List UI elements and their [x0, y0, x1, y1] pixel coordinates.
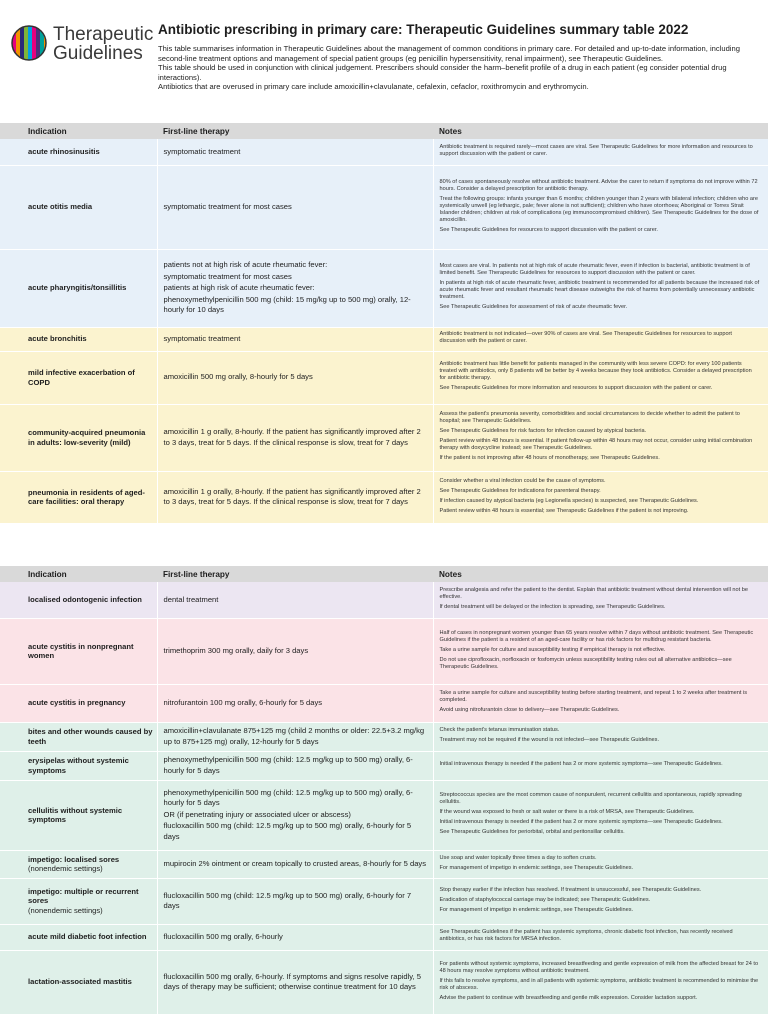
intro-text: [158, 44, 748, 92]
therapy-cell: [157, 850, 433, 878]
indication-cell: [0, 404, 157, 471]
notes-cell: [433, 684, 768, 722]
note-text: 80% of cases spontaneously resolve without antibiotic treatment. Advise the carer to return if symptoms do not improve within 72 hours. Consider a delayed prescription for antibiotic therapy.: [439, 178, 758, 192]
indication-label: acute bronchitis: [28, 334, 87, 344]
indication-label: localised odontogenic infection: [28, 595, 142, 604]
note-text: See Therapeutic Guidelines for more information and resources to support discussion with the patient or carer.: [439, 385, 713, 391]
note-text: Consider whether a viral infection could be the cause of symptoms.: [439, 477, 606, 484]
indication-cell: [0, 950, 157, 1014]
table-row: [0, 850, 768, 878]
therapy-cell: [157, 471, 433, 523]
therapy-cell: [157, 351, 433, 404]
header-notes: Notes: [433, 566, 768, 582]
indication-label: acute cystitis in nonpregnant women: [28, 641, 134, 660]
note-text: Initial intravenous therapy is needed if the patient has 2 or more systemic symptoms—see Therapeutic Guidelines.: [439, 761, 723, 767]
table-row: [0, 404, 768, 471]
therapy-text: patients at high risk of acute rheumatic fever:: [163, 283, 315, 293]
therapy-text: symptomatic treatment: [163, 333, 241, 343]
indication-cell: [0, 139, 157, 165]
table-row: [0, 618, 768, 684]
logo-line-1: Therapeutic: [53, 24, 154, 45]
note-text: See Therapeutic Guidelines if the patient has systemic symptoms, chronic diabetic foot infection, has recently received antibiotics, or has risk factors for MRSA infection.: [439, 929, 733, 942]
notes-cell: [433, 950, 768, 1014]
therapy-cell: [157, 327, 433, 351]
page-title: Antibiotic prescribing in primary care: Therapeutic Guidelines summary table 2022: [158, 22, 689, 37]
therapy-cell: [157, 165, 433, 249]
notes-cell: [433, 878, 768, 924]
notes-cell: [433, 722, 768, 751]
intro-paragraph-2: This table should be used in conjunction with clinical judgement. Prescribers should consider the harm–benefit profile of a drug in each patient (eg consider potential drug interactions).: [158, 63, 727, 82]
therapy-cell: [157, 404, 433, 471]
table-row: [0, 249, 768, 327]
note-text: For patients without systemic symptoms, increased breastfeeding and gentle expression of milk from the affected breast for 24 to 48 hours may resolve symptoms without antibiotic treatment.: [439, 960, 759, 974]
note-text: See Therapeutic Guidelines for resources to support discussion with the patient or carer.: [439, 226, 658, 233]
note-text: Initial intravenous therapy is needed if the patient has 2 or more systemic symptoms—see Therapeutic Guidelines.: [439, 819, 723, 825]
indication-cell: [0, 722, 157, 751]
indication-cell: [0, 582, 157, 618]
notes-cell: [433, 249, 768, 327]
logo-line-2: Guidelines: [53, 43, 143, 64]
note-text: Patient review within 48 hours is essential; see Therapeutic Guidelines if the patient is not improving.: [439, 507, 689, 514]
indication-cell: [0, 249, 157, 327]
logo-stripes-icon: [10, 24, 48, 62]
note-text: Antibiotic treatment is required rarely—most cases are viral. See Therapeutic Guidelines for more information and resources to support discussion with the patient or carer.: [439, 143, 753, 157]
table-header-row: [0, 566, 768, 582]
note-text: If dental treatment will be delayed or the infection is spreading, see Therapeutic Guidelines.: [439, 603, 666, 610]
indication-cell: [0, 351, 157, 404]
header-indication: Indication: [0, 566, 157, 582]
indication-label: acute rhinosinusitis: [28, 147, 100, 156]
therapy-text: phenoxymethylpenicillin 500 mg (child: 15 mg/kg up to 500 mg) orally, 12-hourly for 10 days: [163, 294, 411, 315]
note-text: Prescribe analgesia and refer the patient to the dentist. Explain that antibiotic treatment without dental intervention will not be effective.: [439, 586, 748, 600]
note-text: If the patient is not improving after 48 hours of monotherapy, see Therapeutic Guidelines.: [439, 455, 660, 461]
therapy-text: phenoxymethylpenicillin 500 mg (child: 12.5 mg/kg up to 500 mg) orally, 6-hourly for 5 days: [163, 755, 413, 775]
therapy-text: patients not at high risk of acute rheumatic fever:: [163, 260, 328, 270]
therapy-text: OR (if penetrating injury or associated ulcer or abscess): [163, 809, 351, 819]
note-text: See Therapeutic Guidelines for assessment of risk of acute rheumatic fever.: [439, 304, 628, 310]
therapy-cell: [157, 582, 433, 618]
table-row: [0, 751, 768, 780]
note-text: Stop therapy earlier if the infection has resolved. If treatment is unsuccessful, see Therapeutic Guidelines.: [439, 886, 702, 893]
table-row: [0, 950, 768, 1014]
note-text: See Therapeutic Guidelines for indications for parenteral therapy.: [439, 487, 601, 494]
table-row: [0, 471, 768, 523]
indication-cell: [0, 165, 157, 249]
indication-label: community-acquired pneumonia in adults: low-severity (mild): [28, 428, 146, 447]
therapy-cell: [157, 924, 433, 950]
indication-cell: [0, 751, 157, 780]
therapy-cell: [157, 684, 433, 722]
notes-cell: [433, 327, 768, 351]
note-text: Patient review within 48 hours is essential. If patient follow-up within 48 hours may not occur, consider using initial combination therapy with doxycycline instead; see Therapeutic Guidelines.: [439, 438, 753, 451]
note-text: Antibiotic treatment has little benefit for patients managed in the community with less severe COPD: for every 100 patients treated with antibiotics, only 8 patients will be better by 4 weeks because they took antibiotics. Consider a delayed prescription for antibiotic therapy.: [439, 361, 752, 381]
therapy-text: trimethoprim 300 mg orally, daily for 3 days: [163, 645, 309, 655]
table-row: [0, 351, 768, 404]
notes-cell: [433, 582, 768, 618]
note-text: Check the patient's tetanus immunisation status.: [439, 727, 560, 733]
therapy-text: amoxicillin 1 g orally, 8-hourly. If the patient has significantly improved after 2 to 3 days, treat for 5 days. If the clinical response is slow, treat for 7 days: [163, 427, 421, 447]
note-text: For management of impetigo in endemic settings, see Therapeutic Guidelines.: [439, 906, 634, 913]
therapy-cell: [157, 249, 433, 327]
intro-paragraph-1: This table summarises information in Therapeutic Guidelines about the management of common conditions in primary care. For detailed and up-to-date information, including second-line treatment options and management of special patient groups (eg penicillin hypersensitivity, renal impairment), see Therapeutic Guidelines.: [158, 44, 740, 63]
table-row: [0, 327, 768, 351]
table-row: [0, 878, 768, 924]
logo-text: [53, 25, 153, 63]
therapy-cell: [157, 618, 433, 684]
indication-cell: [0, 924, 157, 950]
notes-cell: [433, 618, 768, 684]
therapy-text: symptomatic treatment: [163, 146, 241, 156]
therapy-text: flucloxacillin 500 mg (child: 12.5 mg/kg up to 500 mg) orally, 6-hourly for 5 days: [163, 821, 412, 841]
indication-label: lactation-associated mastitis: [28, 977, 132, 987]
note-text: Treat the following groups: infants younger than 6 months; children younger than 2 years with bilateral infection; children who are systemically unwell (eg lethargic, pale; fever alone is not sufficient); children who have otorrhoea; Aboriginal or Torres Strait Islander children; children at risk of complications (eg immunocompromised children). See Therapeutic Guidelines for the dose of amoxicillin.: [439, 195, 759, 223]
indication-label: acute pharyngitis/tonsillitis: [28, 283, 127, 293]
note-text: If this fails to resolve symptoms, and in all patients with systemic symptoms, antibiotic treatment is recommended to minimise the risk of abscess.: [439, 977, 759, 991]
note-text: Assess the patient's pneumonia severity, comorbidities and social circumstances to decide whether to admit the patient to hospital; see Therapeutic Guidelines.: [439, 411, 740, 424]
table-row: [0, 165, 768, 249]
indication-label: mild infective exacerbation of COPD: [28, 368, 135, 387]
indication-label: pneumonia in residents of aged-care facilities: oral therapy: [28, 487, 145, 506]
therapy-cell: [157, 751, 433, 780]
therapy-text: symptomatic treatment for most cases: [163, 271, 292, 281]
indication-label: acute mild diabetic foot infection: [28, 932, 147, 942]
note-text: Do not use ciprofloxacin, norfloxacin or fosfomycin unless susceptibility testing rules out all alternative antibiotics—see Therapeutic Guidelines.: [439, 656, 732, 670]
indication-cell: [0, 618, 157, 684]
therapy-cell: [157, 950, 433, 1014]
indication-cell: [0, 850, 157, 878]
notes-cell: [433, 351, 768, 404]
header-indication: Indication: [0, 123, 157, 139]
header-notes: Notes: [433, 123, 768, 139]
note-text: Half of cases in nonpregnant women younger than 65 years resolve within 7 days without antibiotic treatment. See Therapeutic Guidelines if the patient is a resident of an aged-care facility or has risk factors for multidrug resistant bacteria.: [439, 629, 754, 643]
therapy-text: amoxicillin 500 mg orally, 8-hourly for 5 days: [163, 372, 313, 382]
therapy-cell: [157, 878, 433, 924]
table-row: [0, 780, 768, 850]
table-header-row: [0, 123, 768, 139]
notes-cell: [433, 924, 768, 950]
notes-cell: [433, 139, 768, 165]
note-text: Take a urine sample for culture and susceptibility testing if empirical therapy is not effective.: [439, 646, 666, 653]
note-text: If infection caused by atypical bacteria (eg Legionella species) is suspected, see Therapeutic Guidelines.: [439, 497, 699, 504]
table-row: [0, 684, 768, 722]
notes-cell: [433, 165, 768, 249]
indication-cell: [0, 327, 157, 351]
table-row: [0, 582, 768, 618]
therapy-text: flucloxacillin 500 mg orally, 6-hourly. If symptoms and signs resolve rapidly, 5 days of therapy may be sufficient; otherwise continue treatment for 10 days: [163, 971, 421, 991]
note-text: Antibiotic treatment is not indicated—over 90% of cases are viral. See Therapeutic Guidelines for resources to support discussion with the patient or carer.: [439, 331, 732, 344]
indication-label: acute otitis media: [28, 202, 93, 212]
indication-cell: [0, 684, 157, 722]
therapy-text: dental treatment: [163, 594, 219, 604]
header-therapy: First-line therapy: [157, 566, 433, 582]
note-text: For management of impetigo in endemic settings, see Therapeutic Guidelines.: [439, 864, 634, 871]
therapy-cell: [157, 722, 433, 751]
notes-cell: [433, 404, 768, 471]
indication-cell: [0, 780, 157, 850]
note-text: Take a urine sample for culture and susceptibility testing before starting treatment, and repeat 1 to 2 weeks after treatment is completed.: [439, 690, 748, 703]
header-therapy: First-line therapy: [157, 123, 433, 139]
therapy-text: phenoxymethylpenicillin 500 mg (child: 12.5 mg/kg up to 500 mg) orally, 6-hourly for 5 days: [163, 787, 413, 808]
therapy-text: nitrofurantoin 100 mg orally, 6-hourly for 5 days: [163, 697, 323, 707]
summary-table-respiratory: [0, 123, 768, 524]
indication-sublabel: (nonendemic settings): [28, 905, 103, 915]
therapy-text: mupirocin 2% ointment or cream topically to crusted areas, 8-hourly for 5 days: [163, 858, 427, 868]
note-text: In patients at high risk of acute rheumatic fever, antibiotic treatment is recommended for all patients because the increased risk of acute rheumatic fever and resultant rheumatic heart disease outweighs the risk of harms from potentially unnecessary antibiotic treatment.: [439, 280, 760, 300]
indication-sublabel: (nonendemic settings): [28, 864, 103, 873]
document-header: [0, 0, 768, 120]
therapy-text: amoxicillin+clavulanate 875+125 mg (child 2 months or older: 22.5+3.2 mg/kg up to 875+125 mg) orally, 12-hourly for 5 days: [163, 726, 425, 746]
notes-cell: [433, 780, 768, 850]
indication-label: cellulitis without systemic symptoms: [28, 805, 123, 824]
therapy-text: flucloxacillin 500 mg (child: 12.5 mg/kg up to 500 mg) orally, 6-hourly for 7 days: [163, 890, 412, 910]
indication-cell: [0, 878, 157, 924]
notes-cell: [433, 471, 768, 523]
therapeutic-guidelines-logo: [10, 24, 154, 64]
indication-label: bites and other wounds caused by teeth: [28, 727, 153, 746]
table-row: [0, 722, 768, 751]
therapy-text: flucloxacillin 500 mg orally, 6-hourly: [163, 931, 283, 941]
indication-label: impetigo: multiple or recurrent sores: [28, 886, 139, 906]
note-text: Use soap and water topically three times a day to soften crusts.: [439, 854, 597, 861]
note-text: Treatment may not be required if the wound is not infected—see Therapeutic Guidelines.: [439, 737, 660, 743]
note-text: Most cases are viral. In patients not at high risk of acute rheumatic fever, even if infection is bacterial, antibiotic treatment is of limited benefit. See Therapeutic Guidelines for resources to support discussion with the patient or carer.: [439, 263, 750, 276]
therapy-cell: [157, 780, 433, 850]
therapy-cell: [157, 139, 433, 165]
note-text: Avoid using nitrofurantoin close to delivery—see Therapeutic Guidelines.: [439, 707, 620, 713]
note-text: Streptococcus species are the most common cause of nonpurulent, recurrent cellulitis and spontaneous, rapidly spreading cellulitis.: [439, 792, 742, 805]
table-row: [0, 139, 768, 165]
intro-paragraph-3: Antibiotics that are overused in primary care include amoxicillin+clavulanate, cefalexin, cefaclor, roxithromycin and erythromycin.: [158, 82, 589, 92]
indication-label: acute cystitis in pregnancy: [28, 698, 126, 708]
note-text: Advise the patient to continue with breastfeeding and gentle milk expression. Consider lactation support.: [439, 994, 698, 1001]
note-text: See Therapeutic Guidelines for risk factors for infection caused by atypical bacteria.: [439, 428, 647, 434]
notes-cell: [433, 850, 768, 878]
summary-table-other: [0, 566, 768, 1015]
indication-label: erysipelas without systemic symptoms: [28, 756, 129, 775]
therapy-text: amoxicillin 1 g orally, 8-hourly. If the patient has significantly improved after 2 to 3 days, treat for 5 days. If the clinical response is slow, treat for 7 days: [163, 486, 421, 506]
note-text: If the wound was exposed to fresh or salt water or there is a risk of MRSA, see Therapeutic Guidelines.: [439, 809, 695, 815]
therapy-text: symptomatic treatment for most cases: [163, 201, 292, 211]
note-text: See Therapeutic Guidelines for periorbital, orbital and peritonsillar cellulitis.: [439, 829, 625, 835]
notes-cell: [433, 751, 768, 780]
indication-label: impetigo: localised sores: [28, 854, 120, 864]
note-text: Eradication of staphylococcal carriage may be indicated; see Therapeutic Guidelines.: [439, 896, 651, 903]
indication-cell: [0, 471, 157, 523]
table-row: [0, 924, 768, 950]
